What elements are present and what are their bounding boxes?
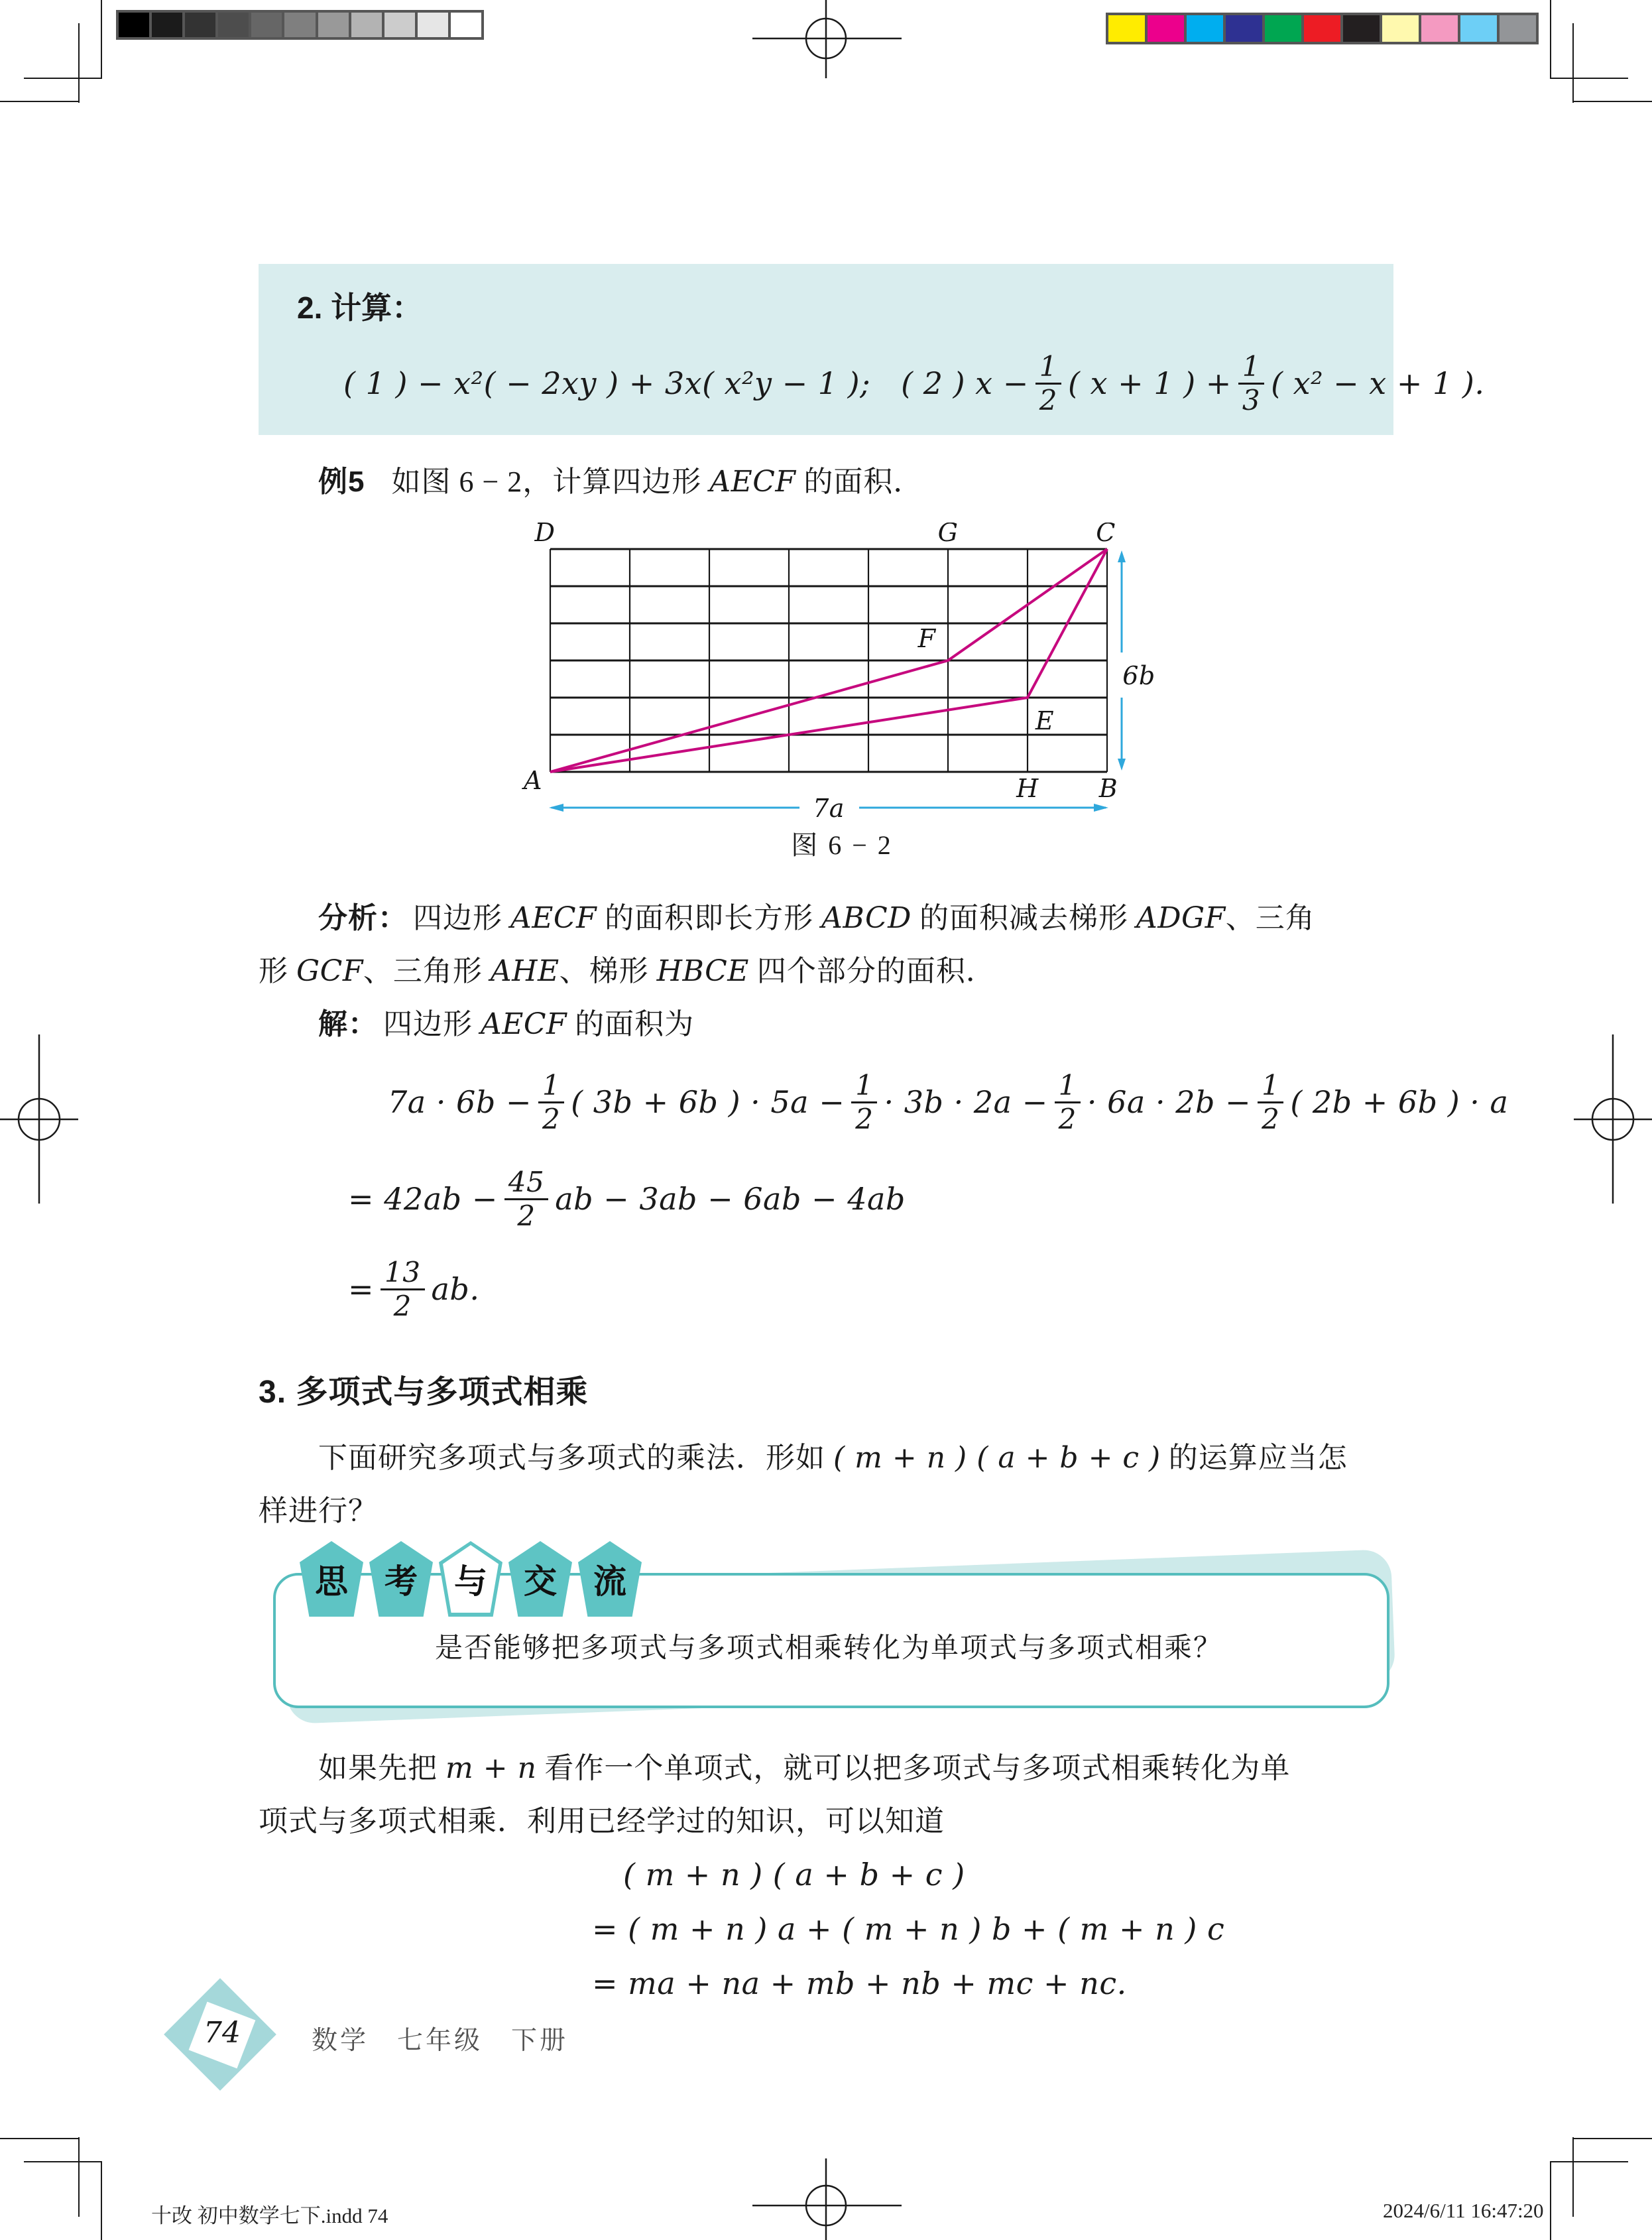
- vertex-label-H: H: [1016, 774, 1039, 803]
- text-segment: GCF: [296, 954, 363, 988]
- derivation-line-2: = ( m + n ) a + ( m + n ) b + ( m + n ) c: [592, 1911, 1225, 1947]
- example-line: [318, 458, 923, 500]
- badge-char: 与: [454, 1563, 487, 1600]
- exercise-box: [259, 264, 1485, 435]
- text-segment: 、梯形: [559, 955, 657, 987]
- fraction: [1238, 351, 1264, 415]
- text-segment: m + n: [445, 1751, 537, 1785]
- fraction-numerator: 1: [855, 1069, 874, 1102]
- fraction-denominator: 2: [851, 1101, 877, 1135]
- text-segment: AECF: [709, 465, 796, 499]
- fraction: [1035, 351, 1061, 415]
- fraction: [851, 1070, 877, 1134]
- figure-caption: 图 6 − 2: [791, 830, 893, 860]
- fraction-denominator: 2: [504, 1198, 548, 1231]
- fraction-denominator: 2: [381, 1288, 424, 1322]
- callout-question: 是否能够把多项式与多项式相乘转化为单项式与多项式相乘？: [434, 1633, 1222, 1664]
- calibration-swatch: [451, 13, 481, 37]
- solution-equation-2: [348, 1155, 906, 1243]
- equation-part: = 42ab −: [348, 1181, 498, 1217]
- text-segment: 如图 6 − 2，计算四边形: [391, 466, 710, 498]
- callout-badge: [508, 1541, 572, 1617]
- equation-part: · 6a · 2b −: [1087, 1084, 1252, 1120]
- solution-equation-3: [348, 1245, 480, 1333]
- calibration-swatch: [1460, 15, 1497, 42]
- text-segment: ( m + n ) ( a + b + c ): [833, 1441, 1161, 1475]
- text-segment: 的面积即长方形: [597, 902, 822, 934]
- paragraph2-line-1: [318, 1744, 1290, 1786]
- width-dimension-label: 7a: [813, 794, 845, 823]
- analysis-line-2: [259, 947, 996, 989]
- text-segment: 的面积．: [796, 466, 923, 498]
- example-label: 例5: [318, 466, 365, 498]
- analysis-line-1: [318, 894, 1315, 936]
- text-segment: 四边形: [383, 1008, 481, 1040]
- calibration-swatch: [1421, 15, 1458, 42]
- example-text: [391, 466, 923, 498]
- fraction-numerator: 1: [1058, 1069, 1077, 1102]
- color-calibration-bar: [1106, 13, 1539, 44]
- height-dimension: [1118, 550, 1155, 771]
- formula-part: ( 1 ) − x²( − 2xy ) + 3x( x²y − 1 );: [343, 365, 871, 401]
- vertex-label-C: C: [1096, 523, 1116, 547]
- section-heading: 3. 多项式与多项式相乘: [259, 1375, 589, 1410]
- height-dimension-label: 6b: [1122, 661, 1155, 690]
- calibration-swatch: [152, 13, 182, 37]
- callout-badge: [300, 1541, 363, 1617]
- vertex-label-F: F: [917, 624, 936, 653]
- calibration-swatch: [1382, 15, 1419, 42]
- solution-equation-1: [388, 1058, 1508, 1146]
- solution-intro: [383, 1008, 694, 1040]
- text-segment: 下面研究多项式与多项式的乘法．形如: [318, 1442, 833, 1474]
- fraction-numerator: 1: [1039, 350, 1058, 383]
- text-segment: AECF: [510, 901, 597, 935]
- fraction-numerator: 1: [1262, 1069, 1280, 1102]
- text-segment: ABCD: [821, 901, 912, 935]
- vertex-label-G: G: [937, 523, 959, 547]
- text-segment: 样进行？: [259, 1495, 378, 1527]
- equation-part: ab − 3ab − 6ab − 4ab: [555, 1181, 906, 1217]
- calibration-swatch: [251, 13, 282, 37]
- equation-part: 7a · 6b −: [388, 1084, 532, 1120]
- equation-part: ( 2b + 6b ) · a: [1290, 1084, 1509, 1120]
- derivation-line-3: = ma + na + mb + nb + mc + nc.: [592, 1965, 1127, 2001]
- page-number: 74: [204, 2016, 241, 2050]
- text-segment: 的面积为: [567, 1008, 695, 1040]
- calibration-swatch: [1108, 15, 1145, 42]
- calibration-swatch: [1343, 15, 1380, 42]
- text-segment: HBCE: [656, 954, 749, 988]
- fraction-denominator: 2: [1258, 1101, 1283, 1135]
- fraction: [504, 1166, 548, 1231]
- callout-badge: [439, 1541, 502, 1617]
- vertex-label-E: E: [1035, 706, 1055, 735]
- text-segment: 看作一个单项式，就可以把多项式与多项式相乘转化为单: [536, 1752, 1291, 1784]
- equation-part: ( 3b + 6b ) · 5a −: [571, 1084, 845, 1120]
- section-paragraph-line-1: [318, 1434, 1348, 1476]
- calibration-swatch: [384, 13, 415, 37]
- callout-title-badges: [300, 1541, 642, 1617]
- badge-char: 考: [384, 1563, 418, 1600]
- badge-char: 流: [593, 1563, 626, 1600]
- text-segment: 形: [259, 955, 296, 987]
- text-segment: 四边形: [413, 902, 510, 934]
- derivation-line-1: ( m + n ) ( a + b + c ): [623, 1857, 965, 1893]
- calibration-swatch: [1226, 15, 1262, 42]
- badge-char: 思: [315, 1563, 348, 1600]
- fraction-numerator: 13: [384, 1256, 421, 1289]
- fraction-numerator: 1: [542, 1069, 561, 1102]
- text-segment: 、三角形: [363, 955, 491, 987]
- equation-part: · 3b · 2a −: [884, 1084, 1048, 1120]
- vertex-labels: [522, 523, 1118, 803]
- paragraph2-line-2: [259, 1797, 945, 1839]
- calibration-swatch: [1304, 15, 1340, 42]
- vertex-label-D: D: [534, 523, 556, 547]
- grayscale-calibration-bar: [116, 10, 484, 40]
- text-segment: 、三角: [1225, 902, 1315, 934]
- calibration-swatch: [1265, 15, 1301, 42]
- exercise-formula: [343, 340, 1485, 427]
- equation-part: ab.: [431, 1271, 480, 1307]
- analysis-text: [413, 902, 1315, 934]
- formula-part: ( x + 1 ) +: [1068, 365, 1232, 401]
- section-paragraph-line-2: [259, 1487, 378, 1529]
- fraction: [538, 1070, 564, 1134]
- calibration-swatch: [351, 13, 382, 37]
- fraction-denominator: 2: [1055, 1101, 1081, 1135]
- formula-part: ( 2 ) x −: [901, 365, 1029, 401]
- fraction: [1055, 1070, 1081, 1134]
- calibration-swatch: [1148, 15, 1184, 42]
- vertex-label-B: B: [1098, 774, 1118, 803]
- analysis-label: 分析：: [318, 902, 408, 934]
- prepress-timestamp: 2024/6/11 16:47:20: [1383, 2199, 1544, 2222]
- text-segment: 四个部分的面积．: [748, 955, 996, 987]
- text-segment: 如果先把: [318, 1752, 445, 1784]
- text-segment: AECF: [481, 1007, 567, 1041]
- callout-badge: [369, 1541, 433, 1617]
- exercise-number-label: 2. 计算：: [297, 290, 423, 325]
- solution-line: [318, 1000, 694, 1042]
- fraction: [381, 1257, 424, 1321]
- badge-char: 交: [524, 1563, 557, 1600]
- book-title: 数学 七年级 下册: [312, 2026, 569, 2055]
- prepress-filename: 十改 初中数学七下.indd 74: [151, 2204, 388, 2227]
- callout-badge: [578, 1541, 642, 1617]
- calibration-swatch: [1187, 15, 1223, 42]
- text-segment: ADGF: [1136, 901, 1226, 935]
- solution-label: 解：: [318, 1008, 378, 1040]
- calibration-swatch: [284, 13, 315, 37]
- formula-part: ( x² − x + 1 ).: [1271, 365, 1485, 401]
- calibration-swatch: [185, 13, 215, 37]
- fraction-numerator: 1: [1242, 350, 1261, 383]
- fraction-denominator: 3: [1238, 383, 1264, 416]
- fraction-denominator: 2: [1035, 383, 1061, 416]
- text-segment: 的面积减去梯形: [911, 902, 1136, 934]
- grid-lines: [550, 549, 1107, 772]
- calibration-swatch: [418, 13, 448, 37]
- fraction-denominator: 2: [538, 1101, 564, 1135]
- figure-6-2: [510, 523, 1173, 828]
- calibration-swatch: [1500, 15, 1536, 42]
- calibration-swatch: [218, 13, 249, 37]
- calibration-swatch: [318, 13, 349, 37]
- fraction: [1258, 1070, 1283, 1134]
- vertex-label-A: A: [524, 766, 542, 795]
- text-segment: 的运算应当怎: [1160, 1442, 1348, 1474]
- equation-part: =: [348, 1271, 375, 1307]
- text-segment: 项式与多项式相乘．利用已经学过的知识，可以知道: [259, 1805, 945, 1837]
- calibration-swatch: [119, 13, 149, 37]
- fraction-numerator: 45: [508, 1166, 545, 1199]
- text-segment: AHE: [490, 954, 560, 988]
